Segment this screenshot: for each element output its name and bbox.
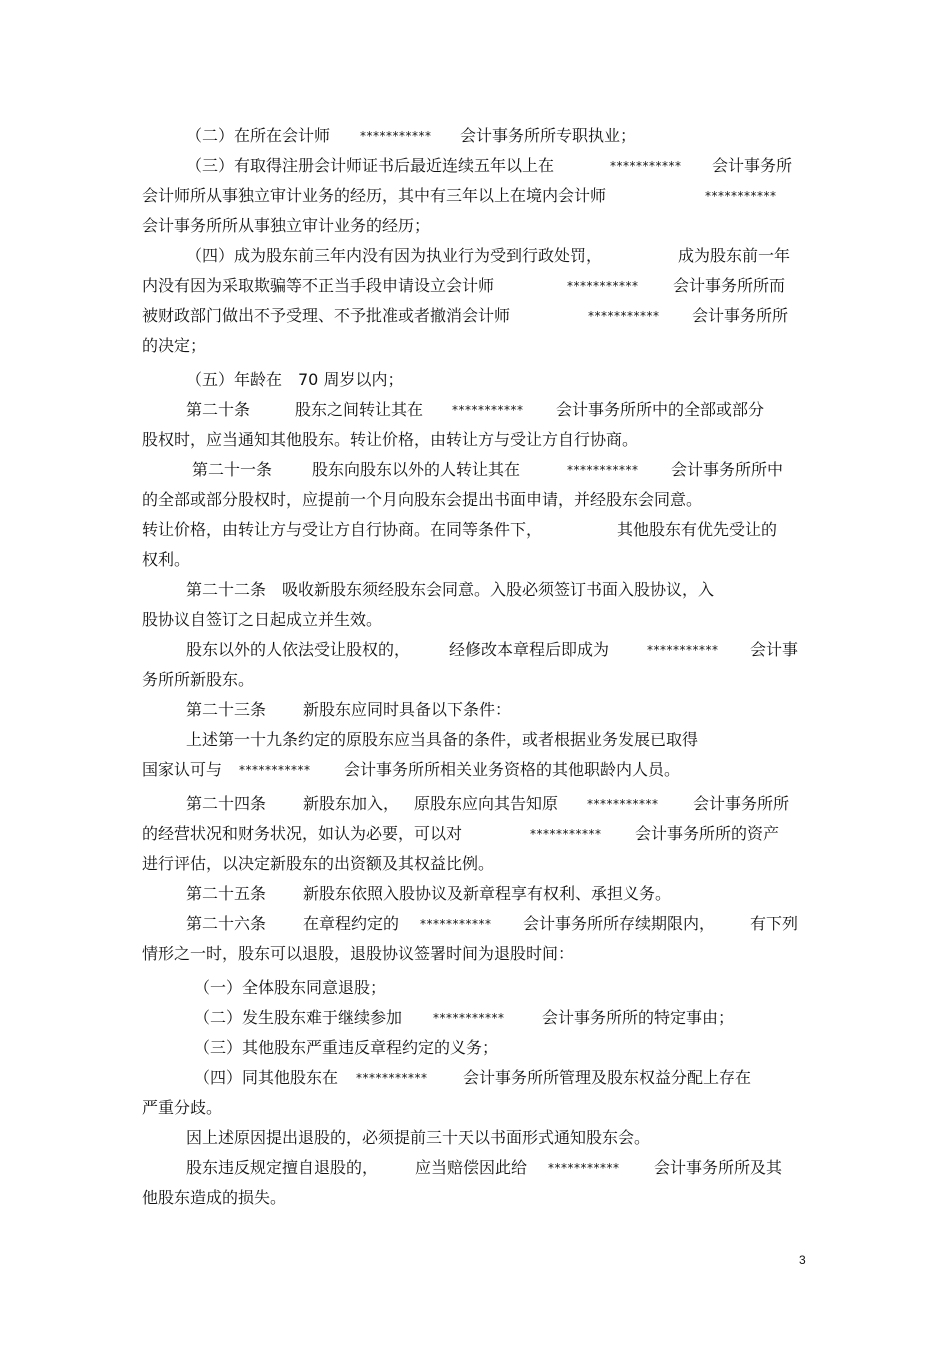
text-segment: 经修改本章程后即成为 <box>449 640 610 659</box>
text-segment: （二）在所在会计师 <box>186 126 331 145</box>
redacted-name: *********** <box>567 463 639 477</box>
redacted-name: *********** <box>610 159 682 173</box>
text-segment: 股协议自签订之日起成立并生效。 <box>142 610 383 629</box>
redacted-name: *********** <box>433 1011 505 1025</box>
text-line <box>0 488 950 512</box>
text-line <box>0 214 950 238</box>
text-segment: 上述第一十九条约定的原股东应当具备的条件，或者根据业务发展已取得 <box>186 730 699 749</box>
text-line <box>0 184 950 208</box>
text-line <box>0 1096 950 1120</box>
text-line <box>0 608 950 632</box>
text-segment: 有下列 <box>750 914 799 933</box>
text-line <box>0 698 950 722</box>
text-segment: 国家认可与 <box>142 760 223 779</box>
text-line <box>0 912 950 936</box>
text-line <box>0 154 950 178</box>
text-line <box>0 578 950 602</box>
text-segment: 会计事务所所中的全部或部分 <box>556 400 765 419</box>
text-line <box>0 822 950 846</box>
text-line <box>0 428 950 452</box>
text-segment: 股东以外的人依法受让股权的， <box>186 640 411 659</box>
redacted-name: *********** <box>530 827 602 841</box>
text-segment: 其他股东有优先受让的 <box>617 520 778 539</box>
redacted-name: *********** <box>705 189 777 203</box>
text-segment: （四）成为股东前三年内没有因为执业行为受到行政处罚， <box>186 246 603 265</box>
text-line <box>0 668 950 692</box>
text-line <box>0 124 950 148</box>
text-segment: （一）全体股东同意退股； <box>194 978 387 997</box>
text-segment: 的全部或部分股权时，应提前一个月向股东会提出书面申请，并经股东会同意。 <box>142 490 703 509</box>
text-segment: 会计事 <box>750 640 799 659</box>
text-segment: 第二十三条 <box>186 700 267 719</box>
text-segment: 在章程约定的 <box>303 914 400 933</box>
redacted-name: *********** <box>647 643 719 657</box>
text-line <box>0 334 950 358</box>
redacted-name: *********** <box>588 309 660 323</box>
text-segment: 成为股东前一年 <box>678 246 791 265</box>
text-segment: 会计事务所所存续期限内， <box>523 914 716 933</box>
text-segment: 会计事务所所及其 <box>654 1158 783 1177</box>
text-line <box>0 548 950 572</box>
text-segment: 会计事务所所管理及股东权益分配上存在 <box>463 1068 752 1087</box>
redacted-name: *********** <box>239 763 311 777</box>
text-segment: 股东违反规定擅自退股的， <box>186 1158 379 1177</box>
text-segment: 新股东依照入股协议及新章程享有权利、承担义务。 <box>303 884 672 903</box>
text-segment: 务所所新股东。 <box>142 670 255 689</box>
text-segment: 的决定； <box>142 336 207 355</box>
text-line <box>0 882 950 906</box>
redacted-name: *********** <box>452 403 524 417</box>
text-segment: 会计事务所所相关业务资格的其他职龄内人员。 <box>344 760 681 779</box>
text-segment: 会计事务所所从事独立审计业务的经历； <box>142 216 431 235</box>
text-segment: 第二十条 <box>186 400 251 419</box>
text-segment: 转让价格，由转让方与受让方自行协商。在同等条件下， <box>142 520 543 539</box>
text-line <box>0 942 950 966</box>
text-segment: 股权时，应当通知其他股东。转让价格，由转让方与受让方自行协商。 <box>142 430 639 449</box>
text-segment: 会计事务所所的资产 <box>635 824 780 843</box>
text-line <box>0 1126 950 1150</box>
text-segment: 会计事务所所中 <box>671 460 784 479</box>
text-segment: （二）发生股东难于继续参加 <box>194 1008 403 1027</box>
text-line <box>0 368 950 392</box>
text-segment: 股东之间转让其在 <box>295 400 424 419</box>
text-segment: 会计事务所所 <box>692 306 789 325</box>
text-segment: 新股东应同时具备以下条件： <box>303 700 512 719</box>
text-segment: （四）同其他股东在 <box>194 1068 339 1087</box>
page-number: 3 <box>799 1253 806 1267</box>
redacted-name: *********** <box>356 1071 428 1085</box>
text-line <box>0 758 950 782</box>
text-line <box>0 518 950 542</box>
text-segment: 因上述原因提出退股的，必须提前三十天以书面形式通知股东会。 <box>186 1128 651 1147</box>
redacted-name: *********** <box>420 917 492 931</box>
text-line <box>0 304 950 328</box>
redacted-name: *********** <box>548 1161 620 1175</box>
text-segment: 第二十六条 <box>186 914 267 933</box>
text-line <box>0 1006 950 1030</box>
redacted-name: *********** <box>360 129 432 143</box>
text-segment: 会计师所从事独立审计业务的经历，其中有三年以上在境内会计师 <box>142 186 607 205</box>
redacted-name: *********** <box>587 797 659 811</box>
text-segment: 第二十二条 吸收新股东须经股东会同意。入股必须签订书面入股协议，入 <box>186 580 715 599</box>
text-segment: 第二十四条 <box>186 794 267 813</box>
text-line <box>0 852 950 876</box>
text-segment: 严重分歧。 <box>142 1098 223 1117</box>
text-line <box>0 274 950 298</box>
text-segment: （五）年龄在 <box>186 370 283 389</box>
text-line <box>0 398 950 422</box>
text-line <box>0 1186 950 1210</box>
text-segment: 的经营状况和财务状况，如认为必要，可以对 <box>142 824 463 843</box>
text-segment: 会计事务所所的特定事由； <box>542 1008 735 1027</box>
text-segment: 会计事务所 <box>712 156 793 175</box>
text-segment: 进行评估，以决定新股东的出资额及其权益比例。 <box>142 854 495 873</box>
text-line <box>0 638 950 662</box>
text-line <box>0 458 950 482</box>
text-line <box>0 1036 950 1060</box>
text-segment: 被财政部门做出不予受理、不予批准或者撤消会计师 <box>142 306 511 325</box>
text-segment: 内没有因为采取欺骗等不正当手段申请设立会计师 <box>142 276 495 295</box>
text-segment: 应当赔偿因此给 <box>415 1158 528 1177</box>
text-segment: 新股东加入， <box>303 794 400 813</box>
text-segment: 股东向股东以外的人转让其在 <box>312 460 521 479</box>
text-segment: （三）其他股东严重违反章程约定的义务； <box>194 1038 499 1057</box>
text-segment: 情形之一时，股东可以退股，退股协议签署时间为退股时间： <box>142 944 575 963</box>
text-segment: 第二十五条 <box>186 884 267 903</box>
text-segment: 第二十一条 <box>192 460 273 479</box>
text-segment: （三）有取得注册会计师证书后最近连续五年以上在 <box>186 156 555 175</box>
text-line <box>0 976 950 1000</box>
text-segment: 原股东应向其告知原 <box>414 794 559 813</box>
text-line <box>0 792 950 816</box>
text-segment: 会计事务所所专职执业； <box>460 126 637 145</box>
text-line <box>0 244 950 268</box>
text-segment: 70 周岁以内； <box>298 370 404 389</box>
text-line <box>0 1066 950 1090</box>
text-segment: 他股东造成的损失。 <box>142 1188 287 1207</box>
text-line <box>0 728 950 752</box>
text-segment: 会计事务所所而 <box>673 276 786 295</box>
text-line <box>0 1156 950 1180</box>
text-segment: 会计事务所所 <box>693 794 790 813</box>
text-segment: 权利。 <box>142 550 191 569</box>
redacted-name: *********** <box>567 279 639 293</box>
